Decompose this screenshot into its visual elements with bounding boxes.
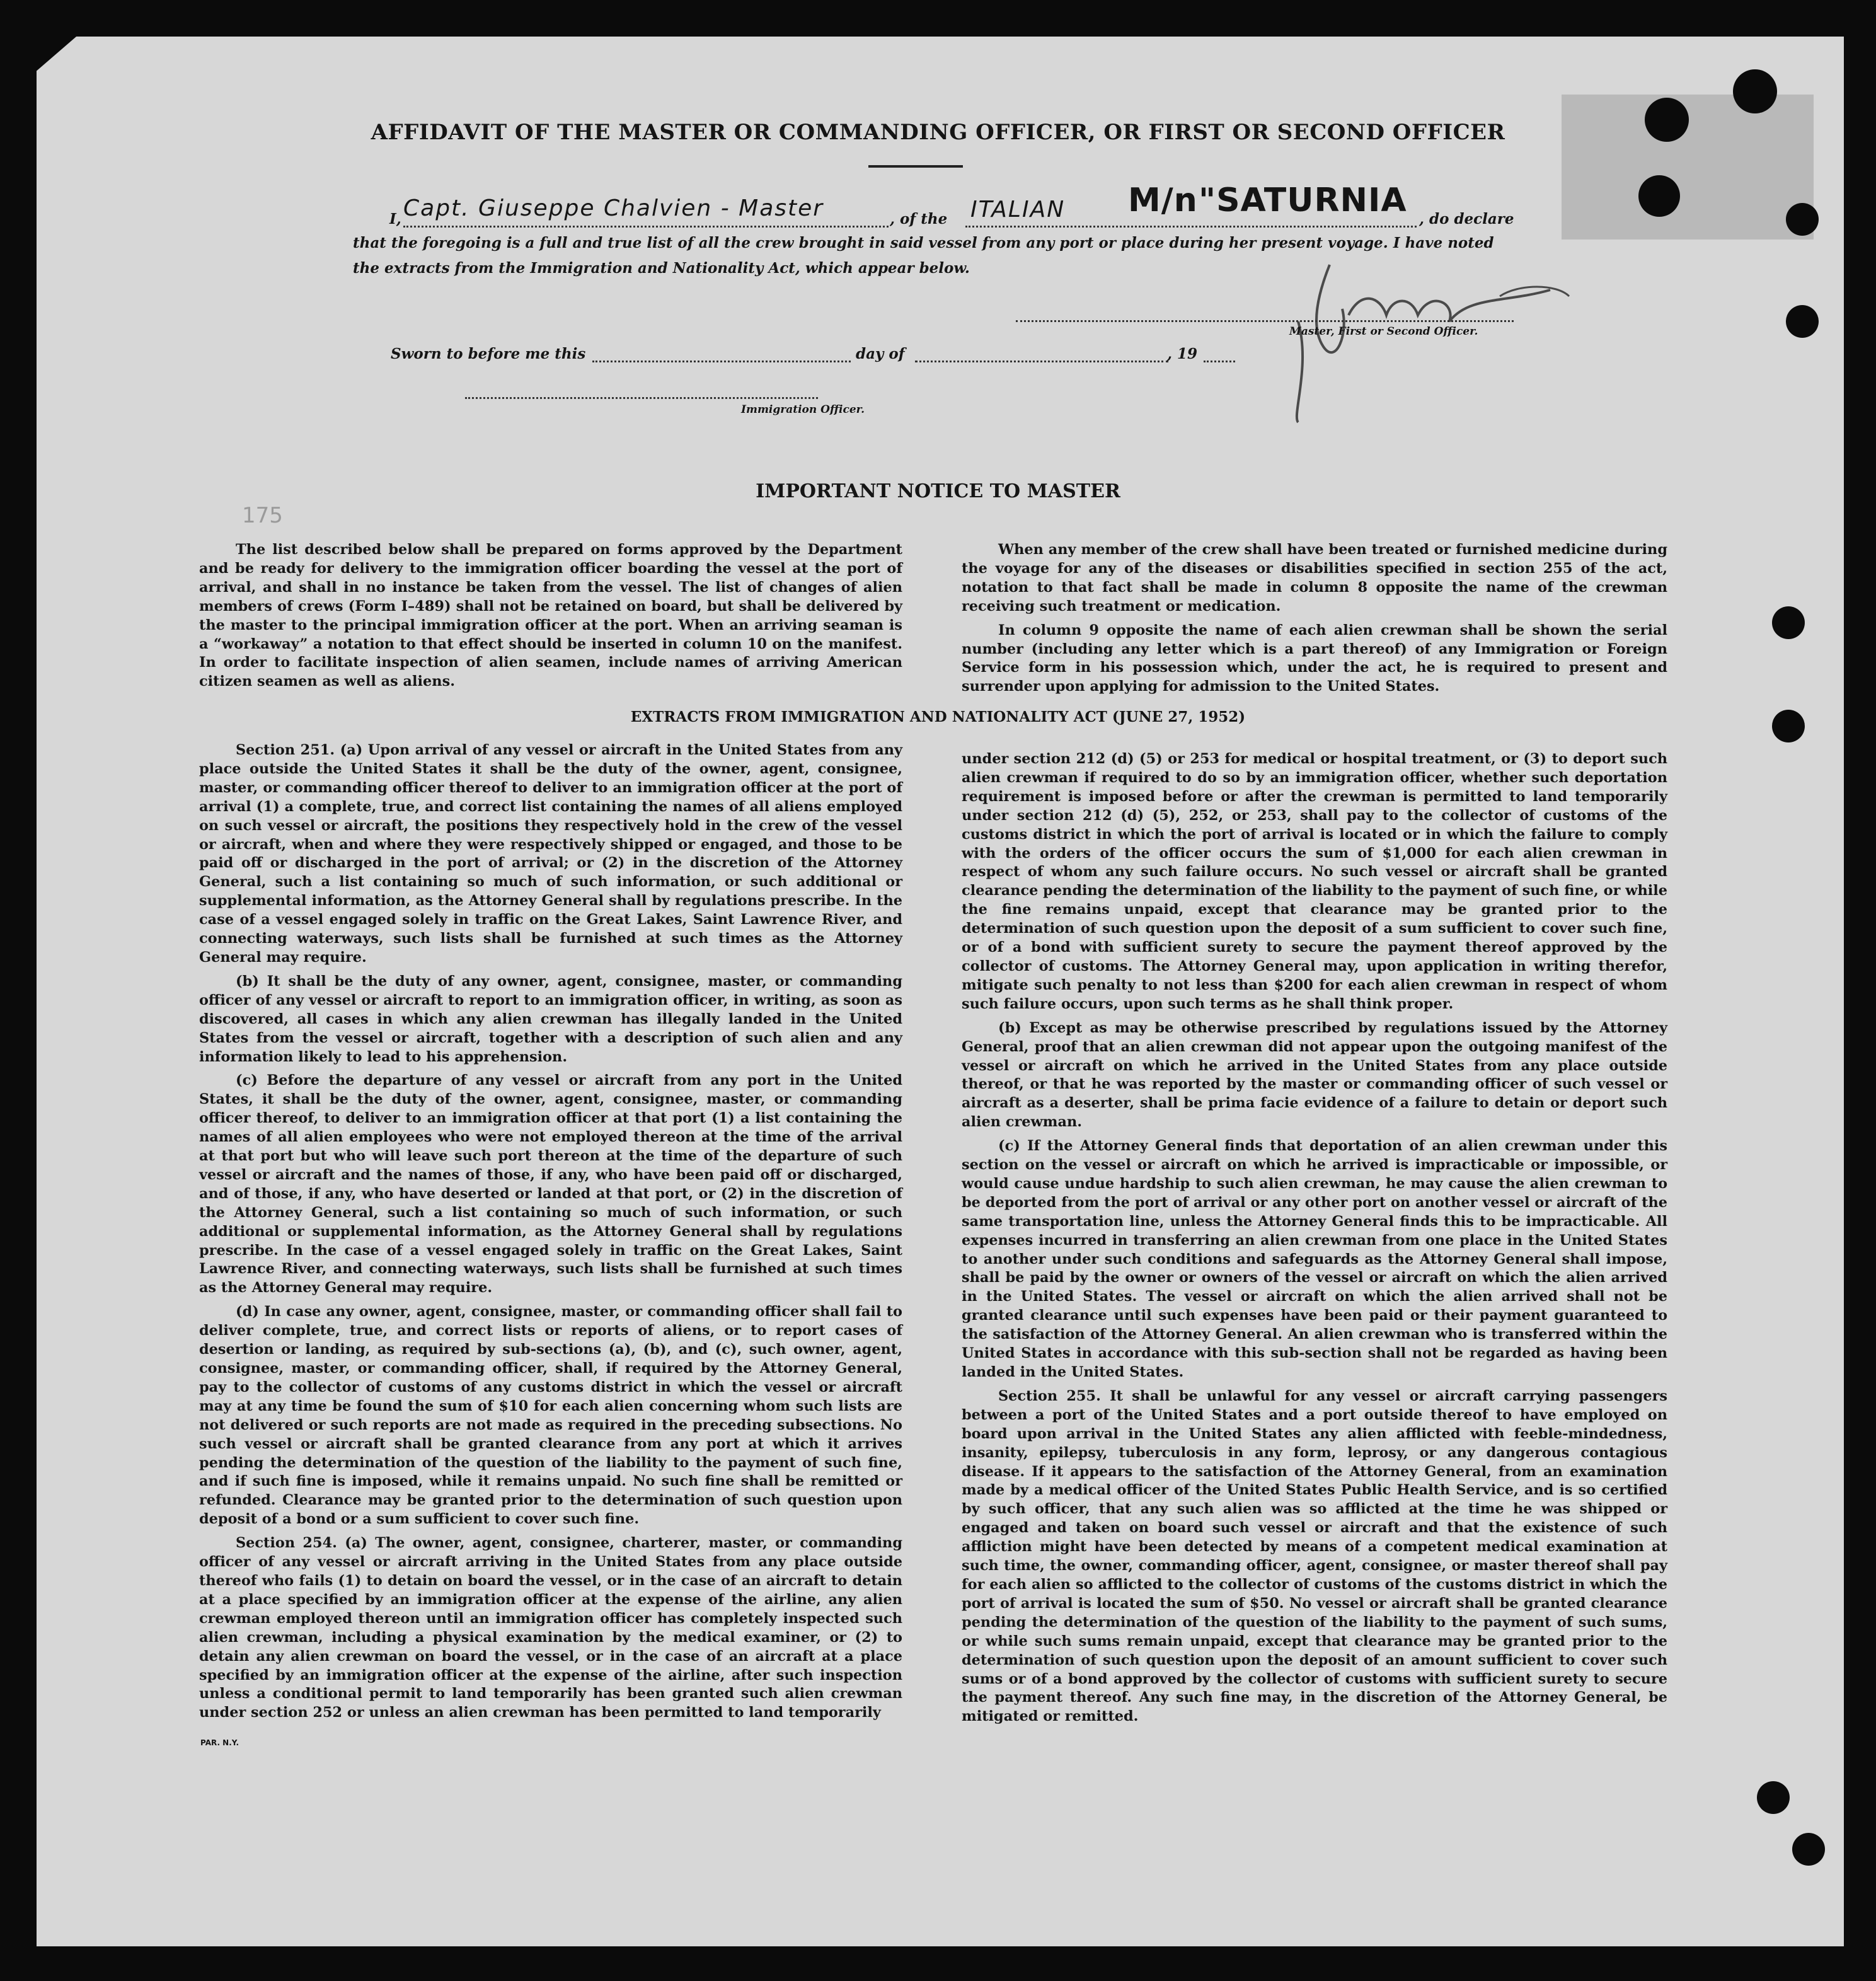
sworn-label: Sworn to before me this xyxy=(391,345,586,362)
declaration-i-label: I, xyxy=(389,211,401,228)
extracts-right-column xyxy=(962,750,1667,1726)
punch-hole xyxy=(1757,1781,1790,1814)
month-line xyxy=(915,361,1168,362)
signature-label: Master, First or Second Officer. xyxy=(1289,325,1478,338)
day-of-label: day of xyxy=(856,345,905,362)
extract-paragraph: under section 212 (d) (5) or 253 for medical or hospital treatment, or (3) to deport such alien crewman if required to do so by an immigration officer, whether such deportation requirement is imposed before or after the crewman is permitted to land temporarily under section 212 (d) (5), 252, or 253, shall pay to the collector of customs of the customs district in which the port of arrival is located or in which the failure to comply with the orders of the officer occurs the sum of $1,000 for each alien crewman in respect of whom any such failure occurs. No such vessel or aircraft shall be granted clearance pending the determination of the liability to the payment of such fine, or while the fine remains unpaid, except that clearance may be granted prior to the determination of such question upon the deposit of a sum sufficient to cover such fine, or of a bond with sufficient surety to secure the payment thereof approved by the collector of customs. The Attorney General may, upon application in writing therefor, mitigate such penalty to not less than $200 for each alien crewman in respect of whom such failure occurs, upon such terms as he shall think proper. xyxy=(962,751,1667,1012)
pencil-note: 175 xyxy=(242,503,283,528)
extract-paragraph: Section 255. It shall be unlawful for any vessel or aircraft carrying passengers between a port of the United States and a port outside thereof to have employed on board upon arrival in the United States any alien afflicted with feeble-mindedness, insanity, epilepsy, tuberculosis in any form, leprosy, or any dangerous contagious disease. If it appears to the satisfaction of the Attorney General, from an examination made by a medical officer of the United States Public Health Service, and is so certified by such officer, that any such alien was so afflicted at the time he was shipped or engaged and taken on board such vessel or aircraft and that the existence of such affliction might have been detected by means of a competent medical examination at such time, the owner, commanding officer, agent, consignee, or master thereof shall pay for each alien so afflicted to the collector of customs of the customs district in which the port of arrival is located the sum of $50. No vessel or aircraft shall be granted clearance pending the determination of the question of the liability to the payment of such sums, or while such sums remain unpaid, except that clearance may be granted prior to the determination of such question upon the deposit of an amount sufficient to cover such sums or of a bond approved by the collector of customs with sufficient surety to secure the payment thereof. Any such fine may, in the discretion of the Attorney General, be mitigated or remitted. xyxy=(962,1387,1667,1725)
sworn-date-line xyxy=(592,361,851,362)
extract-paragraph: (b) Except as may be otherwise prescribed by regulations issued by the Attorney General, proof that an alien crewman did not appear upon the outgoing manifest of the vessel or aircraft on which he arrived in the United States from any place outside thereof, or that he was reported by the master or commanding officer of such vessel or aircraft as a deserter, shall be prima facie evidence of a failure to detain or deport such alien crewman. xyxy=(962,1019,1667,1131)
extract-paragraph: (c) If the Attorney General finds that deportation of an alien crewman under this section on the vessel or aircraft on which he arrived is impracticable or impossible, or would cause undue hardship to such alien crewman, he may cause the alien crewman to be deported from the port of arrival or any other port on another vessel or aircraft of the same transportation line, unless the Attorney General finds this to be impracticable. All expenses incurred in transferring an alien crewman from one place in the United States to another under such conditions and safeguards as the Attorney General shall impose, shall be paid by the owner or owners of the vessel or aircraft on which the alien arrived in the United States. The vessel or aircraft on which the alien arrived shall not be granted clearance until such expenses have been paid or their payment guaranteed to the satisfaction of the Attorney General. An alien crewman who is transferred within the United States in accordance with this sub-section shall not be regarded as having been landed in the United States. xyxy=(962,1138,1667,1380)
extracts-left-column xyxy=(199,741,902,1723)
declaration-line-3: the extracts from the Immigration and Nationality Act, which appear below. xyxy=(353,260,970,277)
of-the-label: , of the xyxy=(890,211,948,228)
name-line xyxy=(403,226,889,228)
officer-signature-line xyxy=(465,397,818,399)
extract-paragraph: (c) Before the departure of any vessel or aircraft from any port in the United States, it shall be the duty of the owner, agent, consignee, master, or commanding officer thereof, to deliver to an immigration officer at that port (1) a list containing the names of all alien employees who were not employed thereon at the time of the arrival at that port but who will leave such port thereon at the time of the departure of such vessel or aircraft and the names of those, if any, who have been paid off or discharged, and of those, if any, who have deserted or landed at that port, or (2) in the discretion of the Attorney General, such a list containing so much of such information, or such additional or supplemental information, as the Attorney General shall by regulations prescribe. In the case of a vessel engaged solely in traffic on the Great Lakes, Saint Lawrence River, and connecting waterways, such lists shall be furnished at such times as the Attorney General may require. xyxy=(199,1072,902,1297)
printer-mark: PAR. N.Y. xyxy=(200,1738,239,1747)
punch-hole xyxy=(1733,69,1777,113)
master-name-handwritten: Capt. Giuseppe Chalvien - Master xyxy=(403,195,824,221)
extracts-title: EXTRACTS FROM IMMIGRATION AND NATIONALITY ACT (JUNE 27, 1952) xyxy=(630,708,1246,725)
nationality-handwritten: ITALIAN xyxy=(970,197,1066,222)
notice-paragraph: In column 9 opposite the name of each alien crewman shall be shown the serial number (including any letter which is a part thereof) of any Immigration or Foreign Service form in his possession which, under the act, he is required to present and surrender upon applying for admission to the United States. xyxy=(962,621,1667,695)
vessel-line xyxy=(965,226,1417,228)
notice-title: IMPORTANT NOTICE TO MASTER xyxy=(756,480,1120,502)
year-line xyxy=(1204,361,1235,362)
extract-paragraph: (b) It shall be the duty of any owner, agent, consignee, master, or commanding officer of any vessel or aircraft to report to an immigration officer, in writing, as soon as discovered, all cases in which any alien crewman has illegally landed in the United States from the vessel or aircraft, together with a description of such alien and any information likely to lead to his apprehension. xyxy=(199,973,902,1065)
immigration-officer-label: Immigration Officer. xyxy=(741,403,865,416)
affidavit-title: AFFIDAVIT OF THE MASTER OR COMMANDING OFFICER, OR FIRST OR SECOND OFFICER xyxy=(371,120,1505,145)
extract-paragraph: Section 254. (a) The owner, agent, consignee, charterer, master, or commanding officer of any vessel or aircraft arriving in the United States from any place outside thereof who fails (1) to detain on board the vessel, or in the case of an aircraft to detain at a place specified by an immigration officer at the expense of the airline, any alien crewman employed thereon until an immigration officer has completely inspected such alien crewman, including a physical examination by the medical examiner, or (2) to detain any alien crewman on board the vessel, or in the case of an aircraft at a place specified by an immigration officer at the expense of the airline, after such inspection unless a conditional permit to land temporarily has been granted such alien crewman under section 252 or unless an alien crewman has been permitted to land temporarily xyxy=(199,1535,902,1721)
do-declare-label: , do declare xyxy=(1419,211,1514,228)
extract-paragraph: Section 251. (a) Upon arrival of any vessel or aircraft in the United States from any place outside the United States it shall be the duty of the owner, agent, consignee, master, or commanding officer thereof to deliver to an immigration officer at the port of arrival (1) a complete, true, and correct list containing the names of all aliens employed on such vessel or aircraft, the positions they respectively hold in the crew of the vessel or aircraft, when and where they were respectively shipped or engaged, and those to be paid off or discharged in the port of arrival; or (2) in the discretion of the Attorney General, such a list containing so much of such information, or such additional or supplemental information, as the Attorney General shall by regulations prescribe. In the case of a vessel engaged solely in traffic on the Great Lakes, Saint Lawrence River, and connecting waterways, such lists shall be furnished at such times as the Attorney General may require. xyxy=(199,742,902,966)
vessel-prefix: M/n xyxy=(1128,182,1198,219)
notice-right-column xyxy=(962,541,1667,696)
punch-hole xyxy=(1638,175,1680,217)
notice-left-column xyxy=(199,541,902,691)
signature-line xyxy=(1016,320,1514,322)
notice-paragraph: When any member of the crew shall have been treated or furnished medicine during the voyage for any of the diseases or disabilities specified in section 255 of the act, notation to that fact shall be made in column 8 opposite the name of the crewman receiving such treatment or medication. xyxy=(962,541,1667,615)
punch-hole xyxy=(1792,1833,1825,1866)
extract-paragraph: (d) In case any owner, agent, consignee, master, or commanding officer shall fail to deliver complete, true, and correct lists or reports of aliens, or to report cases of desertion or landing, as required by sub-sections (a), (b), and (c), such owner, agent, consignee, master, or commanding officer, shall, if required by the Attorney General, pay to the collector of customs of any customs district in which the vessel or aircraft may at any time be found the sum of $10 for each alien concerning whom such lists are not delivered or such reports are not made as required in the preceding subsections. No such vessel or aircraft shall be granted clearance from any port at which it arrives pending the determination of the question of the liability to the payment of such fine, and if such fine is imposed, while it remains unpaid. No such fine shall be remitted or refunded. Clearance may be granted prior to the determination of such question upon deposit of a bond or a sum sufficient to cover such fine. xyxy=(199,1303,902,1528)
punch-hole xyxy=(1786,305,1819,338)
notice-paragraph: The list described below shall be prepared on forms approved by the Department and be ready for delivery to the immigration officer boarding the vessel at the port of arrival, and shall in no instance be taken from the vessel. The list of changes of alien members of crews (Form I–489) shall not be retained on board, but shall be delivered by the master to the principal immigration officer at the port. When an arriving seaman is a “workaway” a notation to that effect should be inserted in column 10 on the manifest. In order to facilitate inspection of alien seamen, include names of arriving American citizen seamen as well as aliens. xyxy=(199,541,902,690)
vessel-name: "SATURNIA xyxy=(1199,182,1407,219)
declaration-line-2: that the foregoing is a full and true list of all the crew brought in said vessel from any port or place during her present voyage. I have noted xyxy=(353,234,1494,251)
punch-hole xyxy=(1772,606,1805,639)
title-underline xyxy=(868,165,963,168)
punch-hole xyxy=(1786,203,1819,236)
year-prefix-label: , 19 xyxy=(1167,345,1198,362)
